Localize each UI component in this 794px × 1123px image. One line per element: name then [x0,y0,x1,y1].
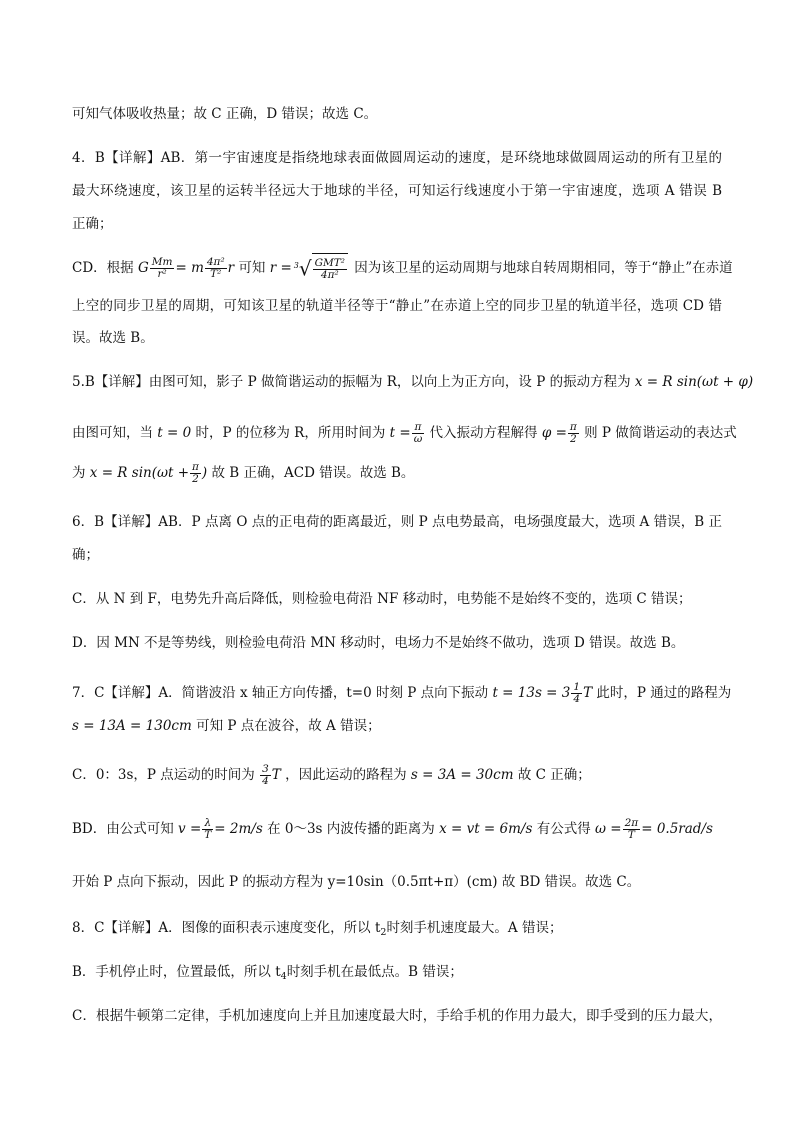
math-distance: s = 3A = 30cm [410,767,514,783]
math-wave-distance: x = vt = 6m/s [439,821,533,837]
q4-line-2 [72,181,722,201]
text: 时刻手机速度最大。A 错误； [386,920,563,936]
text: 故 B 正确，ACD 错误。故选 B。 [211,465,415,481]
text: 6．B【详解】AB．P 点离 O 点的正电荷的距离最近，则 P 点电势最高，电场强度最大，选项 A 错误，B 正 [72,514,722,530]
text: 可知 [238,260,266,276]
text: 在 0～3s 内波传播的距离为 [267,821,435,837]
text: 误。故选 B。 [72,330,154,346]
math-time-fraction: $\frac{3}{4}$ T [262,763,281,787]
math-phi-value: φ = $\frac{\pi}{2}$ [541,421,577,445]
text: 正确； [72,216,113,232]
q5-line-2 [72,418,737,448]
q4-line-4 [72,253,733,284]
text: BD．由公式可知 [72,821,174,837]
q4-line-1 [72,148,722,168]
text: 则 P 做简谐运动的表达式 [584,425,737,441]
q4-line-5 [72,296,722,316]
q7-line-3 [72,760,722,790]
q5-line-1 [72,372,754,392]
text: C．0：3s，P 点运动的时间为 [72,767,255,783]
text: CD．根据 [72,260,134,276]
math-velocity: v = $\frac{\lambda}{T}$ = 2m/s [178,817,263,841]
math-path: s = 13A = 130cm [72,718,192,734]
text: 因为该卫星的运动周期与地球自转周期相同，等于“静止”在赤道 [354,260,733,276]
subscript: 2 [380,927,387,938]
text: 开始 P 点向下振动，因此 P 的振动方程为 y=10sin（0.5πt+π）(cm) 故 BD 错误。故选 C。 [72,874,641,890]
q4-line-6 [72,328,722,348]
q6-line-4 [72,633,722,653]
math-t-value: t = $\frac{\pi}{\omega}$ [389,421,423,445]
text: C．从 N 到 F，电势先升高后降低，则检验电荷沿 NF 移动时，电势能不是始终不变的，选项 C 错误； [72,591,692,607]
math-result: x = R sin(ωt + $\frac{\pi}{2}$ ) [89,461,208,485]
math-t-zero: t = 0 [157,425,192,441]
q8-line-1 [72,918,722,943]
q6-line-1 [72,512,722,532]
text: 可知气体吸收热量；故 C 正确，D 错误；故选 C。 [72,106,378,122]
subscript: 4 [280,971,287,982]
q4-line-3 [72,214,722,234]
gravity-formula: G $\frac{Mm}{\text{r²}}$ = m $\frac{\text{4π²}}{\text{T²}}$ r [137,256,235,280]
q7-line-1 [72,678,732,708]
text: 为 [72,465,86,481]
q6-line-3 [72,589,722,609]
vibration-equation: x = R sin(ωt + φ) [634,374,754,390]
text: 代入振动方程解得 [429,425,538,441]
text: 有公式得 [536,821,591,837]
q7-line-5 [72,872,722,892]
text: 4．B【详解】AB．第一宇宙速度是指绕地球表面做圆周运动的速度，是环绕地球做圆周运动的所有卫星的 [72,150,722,166]
text: ，因此运动的路程为 [285,767,407,783]
text: D．因 MN 不是等势线，则检验电荷沿 MN 移动时，电场力不是始终不做功，选项 D 错误。故选 B。 [72,635,685,651]
text: 故 C 正确； [517,767,591,783]
text: B．手机停止时，位置最低，所以 t [72,964,281,980]
text: 由图可知，当 [72,425,153,441]
text: 8．C【详解】A．图像的面积表示速度变化，所以 t [72,920,381,936]
q7-line-4 [72,814,722,844]
text: 此时，P 通过的路程为 [596,685,732,701]
q8-line-2 [72,962,722,987]
text: 时刻手机在最低点。B 错误； [286,964,463,980]
q8-line-3 [72,1006,722,1026]
math-time: t = 13s = 3 $\frac{1}{4}$ T [492,681,593,705]
text-line [72,104,722,124]
text: 7．C【详解】A．简谐波沿 x 轴正方向传播，t=0 时刻 P 点向下振动 [72,685,489,701]
radius-formula: r = $^3$√ $\frac{\text{GMT²}}{\text{4π²}}$ [270,260,350,276]
text: 上空的同步卫星的周期，可知该卫星的轨道半径等于“静止”在赤道上空的同步卫星的轨道半径，选项 CD 错 [72,298,722,314]
q6-line-2 [72,545,722,565]
q7-line-2 [72,716,722,736]
text: 5.B【详解】由图可知，影子 P 做简谐运动的振幅为 R，以向上为正方向，设 P 的振动方程为 [72,374,631,390]
q5-line-3 [72,458,722,488]
text: 确； [72,547,99,563]
text: 可知 P 点在波谷，故 A 错误； [196,718,381,734]
text: C．根据牛顿第二定律，手机加速度向上并且加速度最大时，手给手机的作用力最大，即手受到的压力最大， [72,1008,722,1024]
text: 时，P 的位移为 R，所用时间为 [195,425,386,441]
math-omega: ω = $\frac{2\pi}{T}$ = 0.5rad/s [595,817,713,841]
text: 最大环绕速度，该卫星的运转半径远大于地球的半径，可知运行线速度小于第一宇宙速度，选项 A 错误 B [72,183,722,199]
